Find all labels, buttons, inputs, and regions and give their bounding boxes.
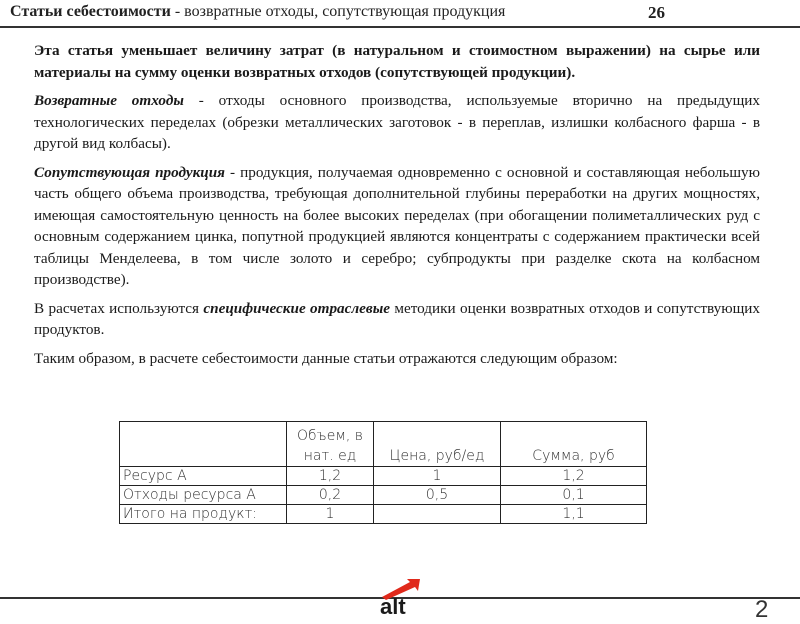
- header-title: [10, 3, 505, 21]
- methods-text-after: методики оценки возвратных отходов и сопутствующих продуктов.: [34, 299, 760, 338]
- methods-paragraph: [34, 298, 760, 341]
- page-number: 2: [755, 596, 769, 623]
- table-cell: 1,2: [287, 467, 374, 486]
- table-header-cell: [120, 422, 287, 467]
- table-header-cell: Сумма, руб: [501, 422, 647, 467]
- byproduct-term: Сопутствующая продукция: [34, 163, 226, 181]
- methods-term: специфические отраслевые: [203, 299, 390, 317]
- header-number: 26: [648, 3, 665, 22]
- intro-paragraph: Эта статья уменьшает величину затрат (в натуральном и стоимостном выражении) на сырье или материалы на сумму оценки возвратных отходов (сопутствующей продукции).: [34, 42, 760, 81]
- waste-paragraph: [34, 90, 760, 155]
- header-title-bold: Статьи себестоимости: [10, 3, 171, 20]
- table-row: [120, 505, 647, 524]
- byproduct-paragraph: [34, 162, 760, 291]
- waste-term: Возвратные отходы: [34, 92, 184, 109]
- table-header-cell: Цена, руб/ед: [374, 422, 501, 467]
- waste-definition: - отходы основного производства, используемые вторично на предыдущих технологических переделах (обрезки металлических заготовок - в переплав, излишки колбасного фарша - в другой вид колбасы).: [34, 92, 760, 152]
- slide-header: [0, 0, 800, 28]
- table-cell: 0,1: [501, 486, 647, 505]
- table-row: [120, 486, 647, 505]
- slide-content: [34, 40, 760, 376]
- methods-text-before: В расчетах используются: [34, 299, 204, 317]
- table-cell: 0,5: [374, 486, 501, 505]
- table-cell: 1: [287, 505, 374, 524]
- table-header-cell: Объем, в нат. ед: [287, 422, 374, 467]
- table-cell: 1,1: [501, 505, 647, 524]
- table-header-row: [120, 422, 647, 467]
- conclusion-paragraph: Таким образом, в расчете себестоимости данные статьи отражаются следующим образом:: [34, 349, 618, 367]
- byproduct-definition: - продукция, получаемая одновременно с основной и составляющая небольшую часть общего объема производства, требующая дополнительной глубины переработки на других мощностях, имеющая самостоятельную ценность на более высоких переделах (при обогащении полиметаллических руд с основным содержанием цинка, попутной продукцией являются концентраты с содержанием практически всей таблицы Менделеева, в том числе золото и серебро; субпродукты при разделке скота на колбасном производстве).: [34, 163, 760, 288]
- alt-logo: [376, 578, 424, 616]
- table-cell: [374, 505, 501, 524]
- table-cell: 1: [374, 467, 501, 486]
- table-row: [120, 467, 647, 486]
- table-cell: Отходы ресурса А: [120, 486, 287, 505]
- logo-text: alt: [380, 594, 406, 616]
- table-cell: Итого на продукт:: [120, 505, 287, 524]
- table-cell: 0,2: [287, 486, 374, 505]
- table-cell: Ресурс А: [120, 467, 287, 486]
- table-cell: 1,2: [501, 467, 647, 486]
- cost-table: [119, 421, 647, 524]
- header-title-rest: - возвратные отходы, сопутствующая продукция: [170, 3, 506, 20]
